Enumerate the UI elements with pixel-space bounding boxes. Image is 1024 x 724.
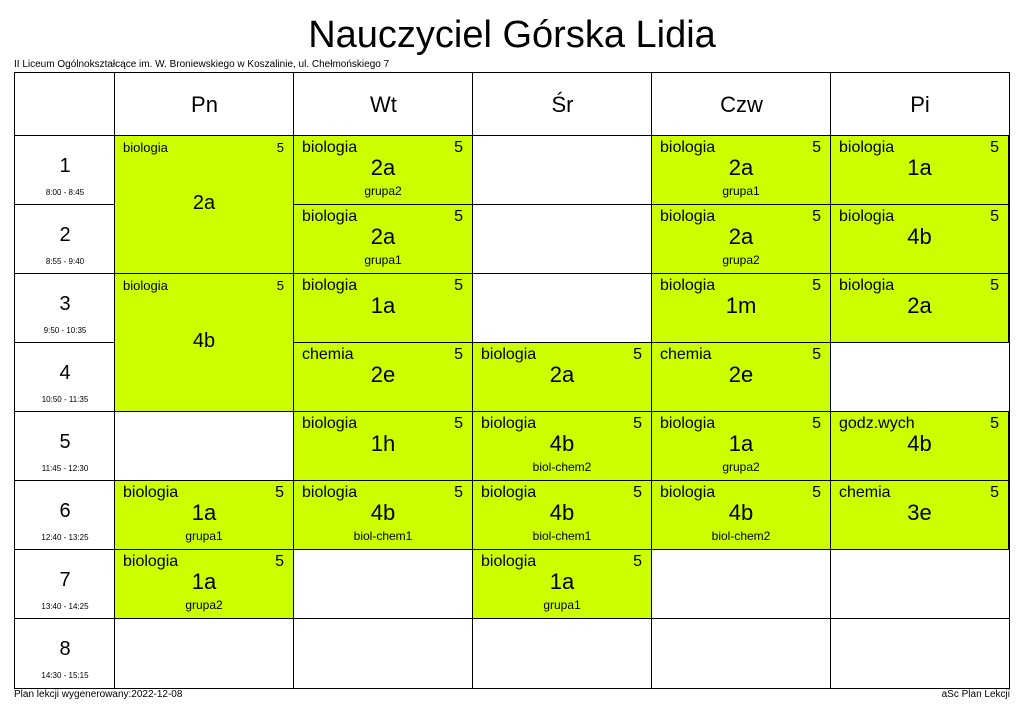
lesson-room: 5 [454, 484, 463, 501]
period-number: 4 [59, 362, 71, 384]
lesson-room: 5 [454, 346, 463, 363]
day-header-0: Pn [191, 91, 218, 117]
lesson-cell[interactable] [473, 550, 652, 619]
lesson-room: 5 [276, 278, 284, 293]
lesson-subject: biologia [302, 415, 358, 432]
lesson-cell[interactable] [473, 343, 652, 412]
lesson-subject: chemia [660, 346, 712, 363]
lesson-room: 5 [990, 139, 999, 156]
lesson-room: 5 [275, 484, 284, 501]
lesson-subject: chemia [839, 484, 891, 501]
lesson-class: 2e [728, 362, 754, 387]
lesson-subject: biologia [660, 277, 716, 294]
period-number: 8 [59, 638, 71, 660]
lesson-class: 1h [370, 431, 396, 456]
lesson-subject: biologia [660, 208, 716, 225]
period-cell [15, 550, 115, 619]
day-header-4: Pi [910, 91, 930, 117]
lesson-subject: biologia [302, 208, 358, 225]
lesson-group: grupa1 [722, 184, 760, 198]
lesson-class: 4b [907, 224, 932, 249]
lesson-subject: biologia [123, 140, 168, 155]
period-time: 8:00 - 8:45 [45, 188, 85, 197]
lesson-subject: biologia [481, 415, 537, 432]
lesson-class: 1a [191, 500, 217, 525]
lesson-subject: biologia [302, 484, 358, 501]
lesson-room: 5 [812, 415, 821, 432]
lesson-subject: biologia [123, 278, 168, 293]
lesson-cell[interactable] [294, 481, 473, 550]
lesson-class: 4b [728, 500, 754, 525]
period-cell [15, 343, 115, 412]
lesson-room: 5 [990, 277, 999, 294]
lesson-room: 5 [633, 484, 642, 501]
lesson-cell[interactable] [294, 136, 473, 205]
lesson-group: biol-chem1 [532, 529, 592, 543]
lesson-room: 5 [990, 208, 999, 225]
period-number: 1 [59, 155, 71, 177]
lesson-class: 1a [370, 293, 396, 318]
lesson-group: biol-chem2 [711, 529, 771, 543]
lesson-room: 5 [454, 208, 463, 225]
lesson-room: 5 [633, 346, 642, 363]
lesson-class: 2a [192, 192, 216, 214]
lesson-cell[interactable] [831, 205, 1009, 274]
period-time: 14:30 - 15:15 [41, 671, 89, 680]
lesson-class: 1a [191, 569, 217, 594]
period-number: 2 [59, 224, 71, 246]
generated-date: Plan lekcji wygenerowany:2022-12-08 [14, 689, 183, 700]
lesson-class: 4b [192, 330, 216, 352]
lesson-group: grupa2 [364, 184, 402, 198]
lesson-group: biol-chem1 [353, 529, 413, 543]
lesson-room: 5 [812, 484, 821, 501]
period-cell [15, 274, 115, 343]
period-number: 5 [59, 431, 71, 453]
lesson-cell[interactable] [115, 481, 294, 550]
timetable-grid [14, 72, 1010, 689]
lesson-subject: biologia [839, 277, 895, 294]
lesson-room: 5 [276, 140, 284, 155]
period-time: 12:40 - 13:25 [41, 533, 89, 542]
lesson-cell[interactable] [473, 481, 652, 550]
lesson-group: grupa2 [722, 460, 760, 474]
lesson-cell[interactable] [652, 343, 831, 412]
lesson-subject: chemia [302, 346, 354, 363]
lesson-room: 5 [454, 139, 463, 156]
lesson-room: 5 [990, 415, 999, 432]
lesson-subject: biologia [660, 415, 716, 432]
lesson-class: 1a [728, 431, 754, 456]
lesson-class: 4b [549, 500, 575, 525]
period-cell [15, 136, 115, 205]
lesson-room: 5 [812, 208, 821, 225]
lesson-room: 5 [990, 484, 999, 501]
lesson-class: 2a [549, 362, 575, 387]
lesson-room: 5 [633, 553, 642, 570]
school-name: II Liceum Ogólnokształcące im. W. Broniewskiego w Koszalinie, ul. Chełmońskiego 7 [14, 59, 390, 70]
lesson-cell[interactable] [115, 136, 294, 274]
day-header-2: Śr [551, 91, 574, 117]
lesson-cell[interactable] [294, 412, 473, 481]
lesson-subject: biologia [123, 484, 179, 501]
lesson-class: 4b [370, 500, 396, 525]
period-time: 11:45 - 12:30 [41, 464, 89, 473]
lesson-cell[interactable] [294, 205, 473, 274]
lesson-subject: biologia [481, 553, 537, 570]
lesson-subject: godz.wych [839, 415, 915, 432]
period-time: 9:50 - 10:35 [43, 326, 87, 335]
lesson-subject: biologia [481, 484, 537, 501]
lesson-cell[interactable] [652, 136, 831, 205]
lesson-class: 3e [907, 500, 932, 525]
lesson-cell[interactable] [115, 274, 294, 412]
lesson-group: grupa2 [722, 253, 760, 267]
lesson-cell[interactable] [652, 274, 831, 343]
period-time: 13:40 - 14:25 [41, 602, 89, 611]
software-credit: aSc Plan Lekcji [941, 689, 1010, 700]
lesson-class: 1m [725, 293, 757, 318]
period-cell [15, 619, 115, 688]
day-header-1: Wt [370, 91, 397, 117]
period-cell [15, 481, 115, 550]
lesson-subject: biologia [660, 484, 716, 501]
period-number: 3 [59, 293, 71, 315]
lesson-class: 2e [370, 362, 396, 387]
lesson-class: 2a [907, 293, 932, 318]
lesson-group: grupa2 [185, 598, 223, 612]
lesson-subject: biologia [660, 139, 716, 156]
lesson-subject: biologia [302, 139, 358, 156]
lesson-subject: biologia [481, 346, 537, 363]
lesson-subject: biologia [302, 277, 358, 294]
lesson-class: 2a [728, 155, 754, 180]
lesson-room: 5 [812, 139, 821, 156]
lesson-group: grupa1 [364, 253, 402, 267]
lesson-cell[interactable] [115, 550, 294, 619]
lesson-room: 5 [454, 277, 463, 294]
lesson-cell[interactable] [294, 274, 473, 343]
lesson-cell[interactable] [652, 481, 831, 550]
period-number: 6 [59, 500, 71, 522]
period-cell [15, 205, 115, 274]
lesson-cell[interactable] [652, 205, 831, 274]
lesson-cell[interactable] [831, 481, 1009, 550]
lesson-room: 5 [454, 415, 463, 432]
page-title: Nauczyciel Górska Lidia [308, 14, 716, 56]
lesson-class: 2a [370, 155, 396, 180]
lesson-class: 1a [907, 155, 932, 180]
period-number: 7 [59, 569, 71, 591]
lesson-cell[interactable] [294, 343, 473, 412]
period-time: 10:50 - 11:35 [41, 395, 89, 404]
lesson-subject: biologia [839, 139, 895, 156]
lesson-group: grupa1 [185, 529, 223, 543]
lesson-group: biol-chem2 [532, 460, 592, 474]
lesson-class: 1a [549, 569, 575, 594]
lesson-room: 5 [812, 277, 821, 294]
lesson-cell[interactable] [831, 136, 1009, 205]
lesson-class: 2a [728, 224, 754, 249]
lesson-subject: biologia [123, 553, 179, 570]
lesson-cell[interactable] [473, 412, 652, 481]
lesson-cell[interactable] [652, 412, 831, 481]
lesson-class: 2a [370, 224, 396, 249]
period-time: 8:55 - 9:40 [45, 257, 85, 266]
lesson-class: 4b [907, 431, 932, 456]
lesson-group: grupa1 [543, 598, 581, 612]
day-header-3: Czw [720, 91, 763, 117]
lesson-subject: biologia [839, 208, 895, 225]
lesson-room: 5 [275, 553, 284, 570]
lesson-room: 5 [812, 346, 821, 363]
period-cell [15, 412, 115, 481]
lesson-class: 4b [549, 431, 575, 456]
lesson-cell[interactable] [831, 412, 1009, 481]
lesson-room: 5 [633, 415, 642, 432]
lesson-cell[interactable] [831, 274, 1009, 343]
